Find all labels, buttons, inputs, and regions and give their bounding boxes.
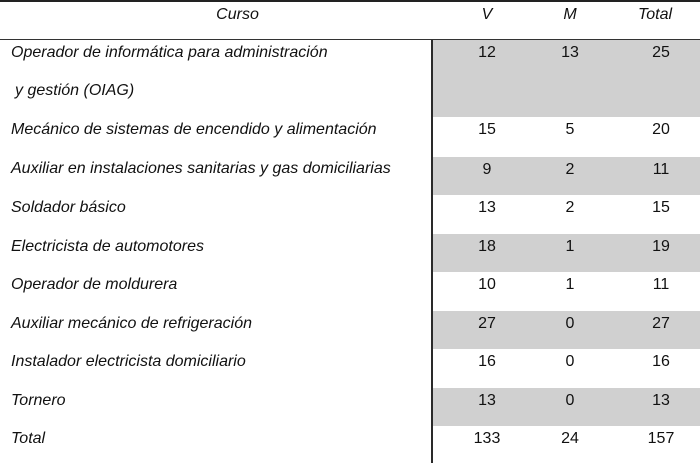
table-row: [0, 40, 700, 117]
value-total: 157: [647, 430, 675, 447]
value-total: 11: [652, 161, 670, 178]
value-m: 1: [565, 238, 575, 255]
course-name-line1: Operador de informática para administración: [11, 44, 328, 61]
header-m: M: [563, 6, 577, 23]
course-name: Total: [11, 430, 46, 447]
value-total: 16: [652, 353, 670, 370]
course-name: Mecánico de sistemas de encendido y alimentación: [11, 121, 377, 138]
value-v: 13: [478, 199, 496, 216]
value-m: 0: [565, 353, 575, 370]
value-total: 20: [652, 121, 670, 138]
course-name: Auxiliar mecánico de refrigeración: [11, 315, 252, 332]
value-total: 25: [652, 44, 670, 61]
value-m: 0: [565, 392, 575, 409]
value-v: 18: [478, 238, 496, 255]
course-name: Tornero: [11, 392, 66, 409]
value-m: 0: [565, 315, 575, 332]
header-v: V: [481, 6, 493, 23]
header-total: Total: [637, 6, 673, 23]
course-name: Instalador electricista domiciliario: [11, 353, 246, 370]
course-name-line2: y gestión (OIAG): [15, 82, 135, 99]
value-m: 1: [565, 276, 575, 293]
course-name: Electricista de automotores: [11, 238, 204, 255]
value-total: 15: [652, 199, 670, 216]
table-row-total: [0, 426, 700, 464]
value-m: 24: [561, 430, 579, 447]
course-name: Auxiliar en instalaciones sanitarias y gas domiciliarias: [11, 160, 391, 177]
value-m: 13: [561, 44, 579, 61]
value-v: 16: [478, 353, 496, 370]
value-total: 11: [652, 276, 670, 293]
course-name: Soldador básico: [11, 199, 126, 216]
value-total: 27: [652, 315, 670, 332]
course-name: [11, 34, 328, 110]
value-m: 2: [565, 199, 575, 216]
value-total: 13: [652, 392, 670, 409]
value-v: 12: [478, 44, 496, 61]
column-divider: [431, 40, 433, 463]
value-total: 19: [652, 238, 670, 255]
value-m: 5: [565, 121, 575, 138]
course-name: Operador de moldurera: [11, 276, 178, 293]
value-m: 2: [565, 161, 575, 178]
table-row: [0, 349, 700, 388]
header-curso: Curso: [216, 6, 259, 23]
value-v: 10: [478, 276, 496, 293]
value-v: 9: [482, 161, 492, 178]
value-v: 133: [473, 430, 501, 447]
table-row: [0, 388, 700, 426]
value-v: 27: [478, 315, 496, 332]
value-v: 15: [478, 121, 496, 138]
value-v: 13: [478, 392, 496, 409]
